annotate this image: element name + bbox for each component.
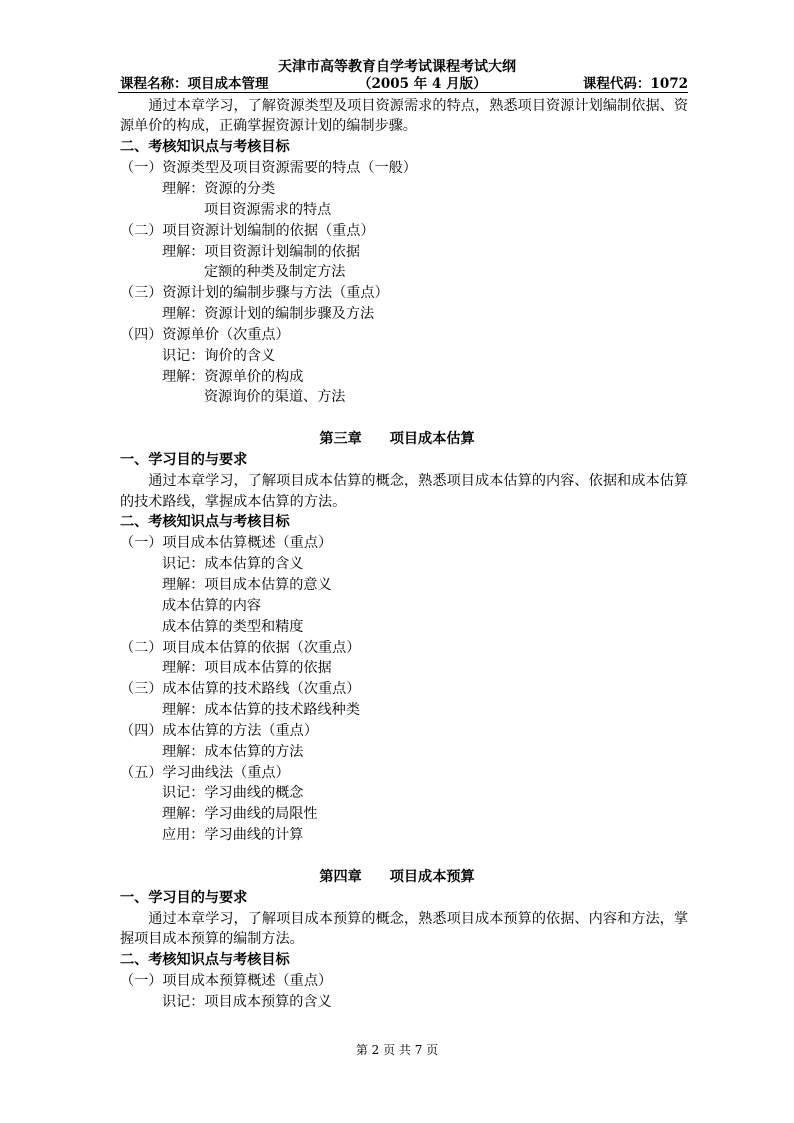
point-line: 项目资源需求的特点 bbox=[204, 201, 332, 218]
chapter2-intro: 通过本章学习，了解资源类型及项目资源需求的特点，熟悉项目资源计划编制依据、资源单价的构成，正确掌握资源计划的编制步骤。 bbox=[120, 97, 688, 135]
point-line: 识记：项目成本预算的含义 bbox=[162, 993, 332, 1010]
objectives-heading: 二、考核知识点与考核目标 bbox=[120, 139, 290, 156]
point-line: 理解：成本估算的方法 bbox=[162, 743, 304, 760]
chapter-title: 项目成本预算 bbox=[389, 868, 475, 885]
chapter-heading bbox=[0, 867, 794, 888]
page-footer: 第 2 页 共 7 页 bbox=[355, 1043, 439, 1057]
point-line: 成本估算的内容 bbox=[162, 597, 261, 614]
chapter3-intro: 通过本章学习，了解项目成本估算的概念，熟悉项目成本估算的内容、依据和成本估算的技术路线，掌握成本估算的方法。 bbox=[120, 472, 688, 510]
point-line: 理解：项目资源计划编制的依据 bbox=[162, 243, 360, 260]
point-line: 应用：学习曲线的计算 bbox=[162, 827, 304, 844]
course-name: 课程名称：项目成本管理 bbox=[120, 76, 269, 92]
point-title: （二）项目资源计划编制的依据（重点） bbox=[120, 222, 375, 239]
point-line: 理解：资源单价的构成 bbox=[162, 368, 304, 385]
purpose-heading: 一、学习目的与要求 bbox=[120, 889, 248, 906]
chapter-heading bbox=[0, 429, 794, 450]
chapter4-intro: 通过本章学习，了解项目成本预算的概念，熟悉项目成本预算的依据、内容和方法，掌握项目成本预算的编制方法。 bbox=[120, 910, 688, 948]
point-title: （一）资源类型及项目资源需要的特点（一般） bbox=[120, 160, 417, 177]
point-line: 理解：资源的分类 bbox=[162, 180, 276, 197]
header-row bbox=[118, 75, 688, 93]
point-line: 成本估算的类型和精度 bbox=[162, 618, 304, 635]
purpose-heading: 一、学习目的与要求 bbox=[120, 451, 248, 468]
chapter-number: 第四章 bbox=[319, 868, 362, 885]
point-title: （三）成本估算的技术路线（次重点） bbox=[120, 681, 361, 698]
chapter-number: 第三章 bbox=[319, 431, 362, 448]
doc-title: 天津市高等教育自学考试课程考试大纲 bbox=[278, 59, 516, 75]
point-title: （二）项目成本估算的依据（次重点） bbox=[120, 639, 361, 656]
point-line: 理解：资源计划的编制步骤及方法 bbox=[162, 306, 375, 323]
point-line: 定额的种类及制定方法 bbox=[204, 264, 346, 281]
point-title: （一）项目成本预算概述（重点） bbox=[120, 973, 333, 990]
point-line: 识记：询价的含义 bbox=[162, 347, 276, 364]
point-title: （四）资源单价（次重点） bbox=[120, 326, 290, 343]
point-title: （一）项目成本估算概述（重点） bbox=[120, 535, 333, 552]
point-line: 识记：成本估算的含义 bbox=[162, 556, 304, 573]
objectives-heading: 二、考核知识点与考核目标 bbox=[120, 514, 290, 531]
chapter-title: 项目成本估算 bbox=[389, 431, 475, 448]
course-code: 课程代码：1072 bbox=[582, 76, 688, 92]
point-title: （四）成本估算的方法（重点） bbox=[120, 722, 318, 739]
point-line: 理解：项目成本估算的意义 bbox=[162, 577, 332, 593]
page-body bbox=[120, 96, 688, 1013]
point-line: 理解：项目成本估算的依据 bbox=[162, 660, 332, 677]
point-line: 理解：成本估算的技术路线种类 bbox=[162, 702, 360, 719]
point-line: 资源询价的渠道、方法 bbox=[204, 389, 346, 406]
point-title: （三）资源计划的编制步骤与方法（重点） bbox=[120, 285, 389, 302]
point-title: （五）学习曲线法（重点） bbox=[120, 764, 290, 781]
point-line: 识记：学习曲线的概念 bbox=[162, 785, 304, 802]
edition: （2005 年 4 月版） bbox=[358, 76, 487, 92]
point-line: 理解：学习曲线的局限性 bbox=[162, 806, 318, 823]
objectives-heading: 二、考核知识点与考核目标 bbox=[120, 952, 290, 969]
